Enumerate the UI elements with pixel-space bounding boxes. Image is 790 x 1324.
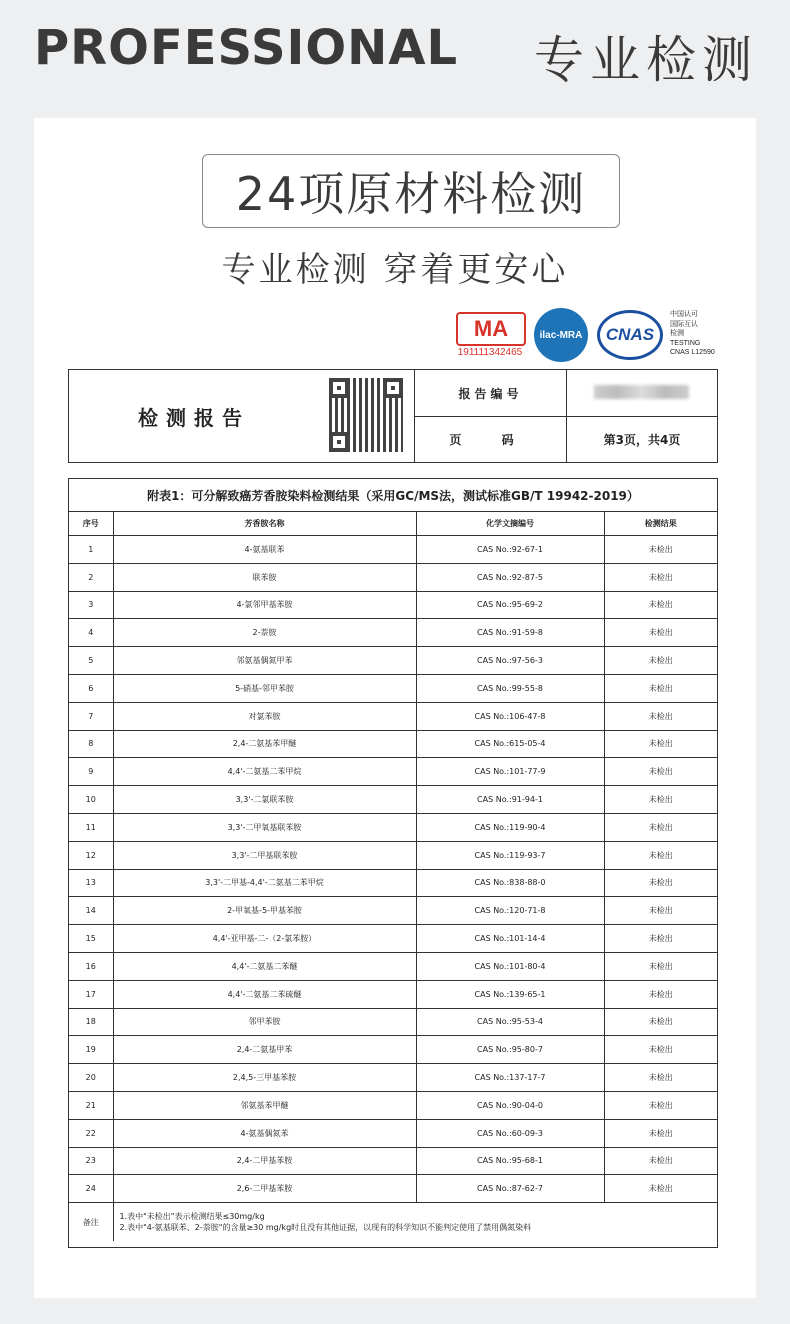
table-row	[69, 952, 717, 980]
cell-amine-name: 联苯胺	[113, 563, 416, 591]
results-table	[68, 478, 718, 1248]
page-subtitle: 专业检测 穿着更安心	[221, 250, 569, 290]
table-row	[69, 619, 717, 647]
cell-amine-name: 4,4'-二氨基二苯甲烷	[113, 758, 416, 786]
table-row	[69, 1175, 717, 1203]
cell-amine-name: 4,4'-二氨基二苯醚	[113, 952, 416, 980]
cell-amine-name: 3,3'-二氯联苯胺	[113, 786, 416, 814]
col-header-amine-name: 芳香胺名称	[113, 512, 416, 536]
table-row	[69, 563, 717, 591]
report-number-label: 报告编号	[458, 386, 523, 401]
cell-amine-name: 3,3'-二甲基联苯胺	[113, 841, 416, 869]
cell-index: 19	[69, 1036, 113, 1064]
header-english-title: PROFESSIONAL	[34, 20, 459, 76]
table-row	[69, 980, 717, 1008]
cell-cas-number: CAS No.:60-09-3	[416, 1119, 604, 1147]
cma-number: 191111342465	[457, 347, 523, 358]
cell-result: 未检出	[604, 841, 717, 869]
cell-index: 8	[69, 730, 113, 758]
report-title: 检测报告	[138, 405, 250, 430]
cell-result: 未检出	[604, 1147, 717, 1175]
cell-result: 未检出	[604, 1091, 717, 1119]
cell-result: 未检出	[604, 1008, 717, 1036]
cell-amine-name: 2,4-二氨基苯甲醚	[113, 730, 416, 758]
cell-index: 15	[69, 925, 113, 953]
cell-result: 未检出	[604, 925, 717, 953]
col-header-result: 检测结果	[604, 512, 717, 536]
cell-index: 11	[69, 813, 113, 841]
cell-result: 未检出	[604, 980, 717, 1008]
cell-cas-number: CAS No.:137-17-7	[416, 1064, 604, 1092]
cell-index: 22	[69, 1119, 113, 1147]
table-row	[69, 1147, 717, 1175]
cell-amine-name: 邻甲苯胺	[113, 1008, 416, 1036]
cell-cas-number: CAS No.:101-14-4	[416, 925, 604, 953]
cell-index: 1	[69, 536, 113, 564]
notes-text	[113, 1203, 717, 1242]
cell-result: 未检出	[604, 730, 717, 758]
cell-cas-number: CAS No.:97-56-3	[416, 647, 604, 675]
cell-result: 未检出	[604, 563, 717, 591]
cnas-logo: CNAS	[597, 310, 663, 360]
cnas-caption-line: 国际互认	[670, 320, 698, 328]
cell-cas-number: CAS No.:119-93-7	[416, 841, 604, 869]
cnas-caption	[670, 310, 750, 358]
cell-index: 23	[69, 1147, 113, 1175]
cell-cas-number: CAS No.:95-53-4	[416, 1008, 604, 1036]
cell-index: 12	[69, 841, 113, 869]
cell-cas-number: CAS No.:101-77-9	[416, 758, 604, 786]
cell-result: 未检出	[604, 1064, 717, 1092]
cell-amine-name: 2,6-二甲基苯胺	[113, 1175, 416, 1203]
table-row	[69, 925, 717, 953]
cell-cas-number: CAS No.:92-87-5	[416, 563, 604, 591]
table-row	[69, 1119, 717, 1147]
cell-result: 未检出	[604, 591, 717, 619]
cell-cas-number: CAS No.:120-71-8	[416, 897, 604, 925]
cell-result: 未检出	[604, 647, 717, 675]
cnas-caption-line: 中国认可	[670, 311, 698, 318]
cell-amine-name: 3,3'-二甲基-4,4'-二氨基二苯甲烷	[113, 869, 416, 897]
cell-result: 未检出	[604, 619, 717, 647]
table-row	[69, 869, 717, 897]
cell-cas-number: CAS No.:90-04-0	[416, 1091, 604, 1119]
page-value: 第3页，共4页	[603, 433, 681, 447]
cell-index: 10	[69, 786, 113, 814]
cell-cas-number: CAS No.:95-80-7	[416, 1036, 604, 1064]
cell-cas-number: CAS No.:91-59-8	[416, 619, 604, 647]
cell-result: 未检出	[604, 536, 717, 564]
ilac-mra-logo: ilac-MRA	[534, 308, 588, 362]
col-header-cas: 化学文摘编号	[416, 512, 604, 536]
cell-amine-name: 4-氨基联苯	[113, 536, 416, 564]
table-row	[69, 730, 717, 758]
cell-index: 17	[69, 980, 113, 1008]
cell-cas-number: CAS No.:106-47-8	[416, 702, 604, 730]
cell-result: 未检出	[604, 813, 717, 841]
col-header-index: 序号	[69, 512, 113, 536]
cell-index: 21	[69, 1091, 113, 1119]
cnas-caption-line: TESTING	[670, 339, 701, 347]
cell-amine-name: 2-萘胺	[113, 619, 416, 647]
cell-result: 未检出	[604, 674, 717, 702]
table-row	[69, 897, 717, 925]
cell-cas-number: CAS No.:95-68-1	[416, 1147, 604, 1175]
cell-cas-number: CAS No.:101-80-4	[416, 952, 604, 980]
cell-index: 5	[69, 647, 113, 675]
cell-amine-name: 3,3'-二甲氧基联苯胺	[113, 813, 416, 841]
cell-amine-name: 4-氨基偶氮苯	[113, 1119, 416, 1147]
cell-cas-number: CAS No.:87-62-7	[416, 1175, 604, 1203]
report-number-redacted	[594, 385, 689, 399]
cell-result: 未检出	[604, 1175, 717, 1203]
cell-index: 24	[69, 1175, 113, 1203]
cell-amine-name: 4,4'-二氨基二苯硫醚	[113, 980, 416, 1008]
page-label: 页 码	[449, 433, 532, 447]
note-line: 1.表中"未检出"表示检测结果≤30mg/kg	[119, 1212, 265, 1222]
page-title: 24项原材料检测	[202, 154, 620, 228]
cell-amine-name: 4-氯邻甲基苯胺	[113, 591, 416, 619]
cell-result: 未检出	[604, 897, 717, 925]
cell-index: 7	[69, 702, 113, 730]
cell-cas-number: CAS No.:95-69-2	[416, 591, 604, 619]
cell-index: 16	[69, 952, 113, 980]
cell-cas-number: CAS No.:615-05-4	[416, 730, 604, 758]
cell-amine-name: 4,4'-亚甲基-二-（2-氯苯胺）	[113, 925, 416, 953]
table-row	[69, 591, 717, 619]
table-row	[69, 758, 717, 786]
cell-result: 未检出	[604, 786, 717, 814]
cell-index: 14	[69, 897, 113, 925]
table-row	[69, 1091, 717, 1119]
table-row	[69, 1064, 717, 1092]
cell-amine-name: 邻氨基偶氮甲苯	[113, 647, 416, 675]
cell-cas-number: CAS No.:91-94-1	[416, 786, 604, 814]
cell-amine-name: 2,4,5-三甲基苯胺	[113, 1064, 416, 1092]
cnas-caption-line: 检测	[670, 330, 684, 337]
table-row	[69, 1008, 717, 1036]
report-header	[68, 369, 718, 463]
cma-mark: MA	[456, 312, 526, 346]
table-row	[69, 1036, 717, 1064]
cell-amine-name: 2-甲氧基-5-甲基苯胺	[113, 897, 416, 925]
cell-index: 20	[69, 1064, 113, 1092]
cma-logo	[454, 312, 526, 364]
table-row	[69, 841, 717, 869]
cell-index: 9	[69, 758, 113, 786]
cell-index: 2	[69, 563, 113, 591]
table-row	[69, 674, 717, 702]
cell-amine-name: 对氯苯胺	[113, 702, 416, 730]
cell-index: 13	[69, 869, 113, 897]
note-line: 2.表中"4-氨基联苯、2-萘胺"的含量≥30 mg/kg时且没有其他证据，以现有的科学知识不能判定使用了禁用偶氮染料	[119, 1223, 532, 1233]
cell-result: 未检出	[604, 758, 717, 786]
table-row	[69, 536, 717, 564]
cell-index: 3	[69, 591, 113, 619]
header-chinese-title: 专业检测	[534, 31, 758, 89]
cell-result: 未检出	[604, 869, 717, 897]
cell-result: 未检出	[604, 1036, 717, 1064]
cell-amine-name: 邻氨基苯甲醚	[113, 1091, 416, 1119]
cell-result: 未检出	[604, 952, 717, 980]
report-card	[34, 118, 756, 1298]
cell-amine-name: 5-硝基-邻甲苯胺	[113, 674, 416, 702]
cell-index: 18	[69, 1008, 113, 1036]
cell-index: 6	[69, 674, 113, 702]
table-row	[69, 786, 717, 814]
cell-result: 未检出	[604, 1119, 717, 1147]
cell-cas-number: CAS No.:119-90-4	[416, 813, 604, 841]
cell-amine-name: 2,4-二氨基甲苯	[113, 1036, 416, 1064]
cell-result: 未检出	[604, 702, 717, 730]
cell-cas-number: CAS No.:139-65-1	[416, 980, 604, 1008]
table-row	[69, 647, 717, 675]
qr-code-icon	[329, 378, 403, 452]
notes-row	[69, 1203, 717, 1242]
certification-logos	[454, 308, 754, 364]
cell-cas-number: CAS No.:92-67-1	[416, 536, 604, 564]
cell-index: 4	[69, 619, 113, 647]
table-caption: 附表1：可分解致癌芳香胺染料检测结果（采用GC/MS法，测试标准GB/T 19942-2019）	[69, 479, 717, 512]
notes-label: 备注	[69, 1203, 113, 1242]
cnas-caption-line: CNAS L12590	[670, 349, 715, 356]
table-row	[69, 813, 717, 841]
cell-cas-number: CAS No.:838-88-0	[416, 869, 604, 897]
cell-cas-number: CAS No.:99-55-8	[416, 674, 604, 702]
table-row	[69, 702, 717, 730]
cell-amine-name: 2,4-二甲基苯胺	[113, 1147, 416, 1175]
